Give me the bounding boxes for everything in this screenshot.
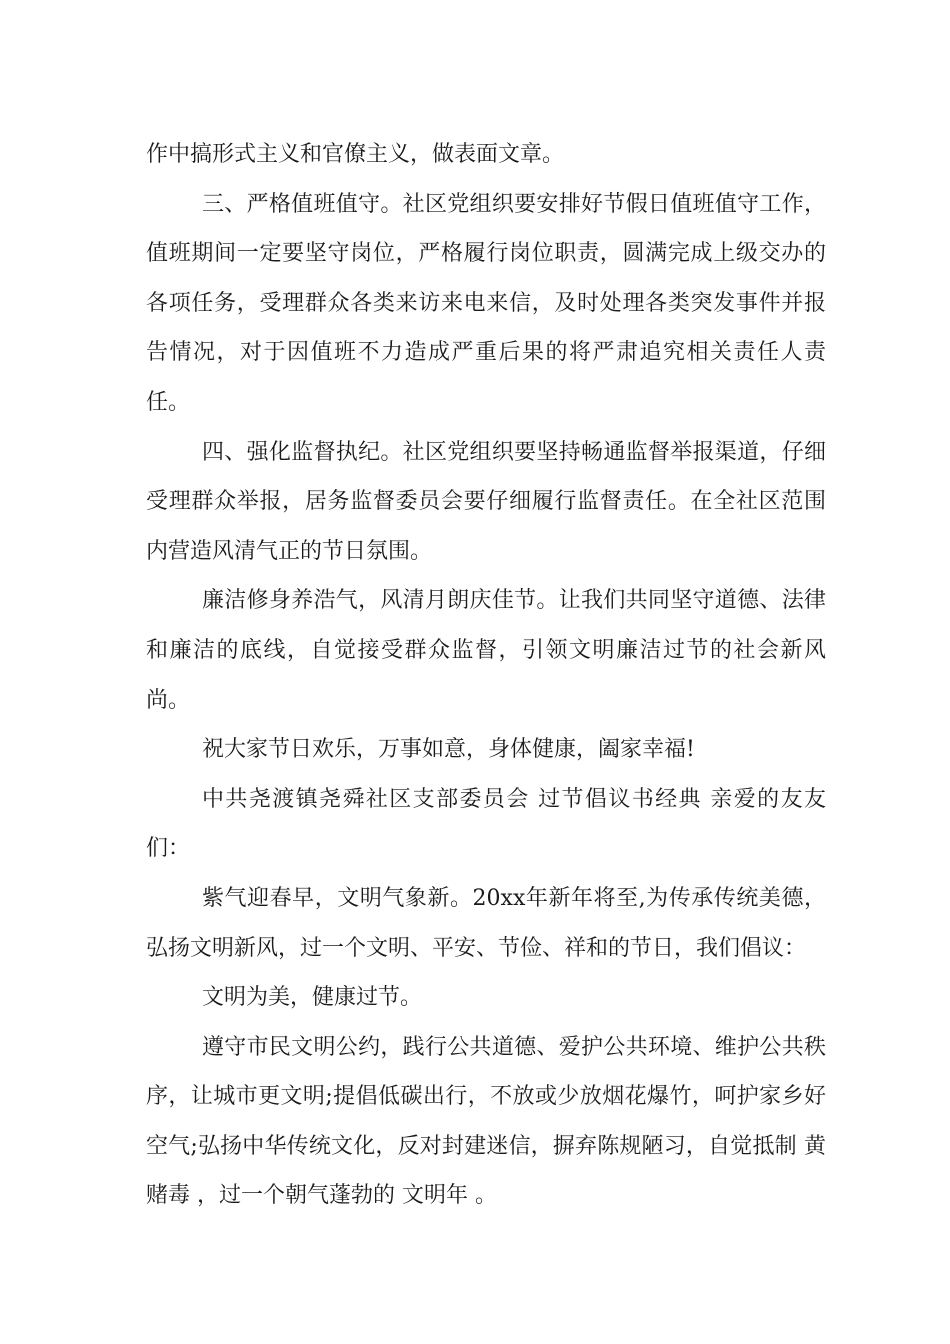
- paragraph-7: 紫气迎春早，文明气象新。20xx年新年将至,为传承传统美德，弘扬文明新风，过一个文明、平安、节俭、祥和的节日，我们倡议：: [146, 885, 826, 961]
- paragraph-5: 祝大家节日欢乐，万事如意，身体健康，阖家幸福!: [202, 737, 695, 763]
- paragraph-9: 遵守市民文明公约，践行公共道德、爱护公共环境、维护公共秩序，让城市更文明;提倡低碳出行，不放或少放烟花爆竹，呵护家乡好空气;弘扬中华传统文化，反对封建迷信，摒弃陈规陋习，自觉抵制 黄赌毒 ，过一个朝气蓬勃的 文明年 。: [146, 1034, 826, 1209]
- paragraph-8: 文明为美，健康过节。: [202, 985, 423, 1011]
- paragraph-4: 廉洁修身养浩气，风清月朗庆佳节。让我们共同坚守道德、法律和廉洁的底线，自觉接受群众监督，引领文明廉洁过节的社会新风尚。: [146, 588, 826, 713]
- document-body: [146, 130, 826, 1221]
- paragraph-3: 四、强化监督执纪。社区党组织要坚持畅通监督举报渠道，仔细受理群众举报，居务监督委员会要仔细履行监督责任。在全社区范围内营造风清气正的节日氛围。: [146, 439, 826, 564]
- paragraph-2: 三、严格值班值守。社区党组织要安排好节假日值班值守工作，值班期间一定要坚守岗位，严格履行岗位职责，圆满完成上级交办的各项任务，受理群众各类来访来电来信，及时处理各类突发事件并报告情况，对于因值班不力造成严重后果的将严肃追究相关责任人责任。: [146, 191, 826, 415]
- paragraph-6: 中共尧渡镇尧舜社区支部委员会 过节倡议书经典 亲爱的友友们：: [146, 786, 826, 862]
- paragraph-1: 作中搞形式主义和官僚主义，做表面文章。: [146, 142, 565, 167]
